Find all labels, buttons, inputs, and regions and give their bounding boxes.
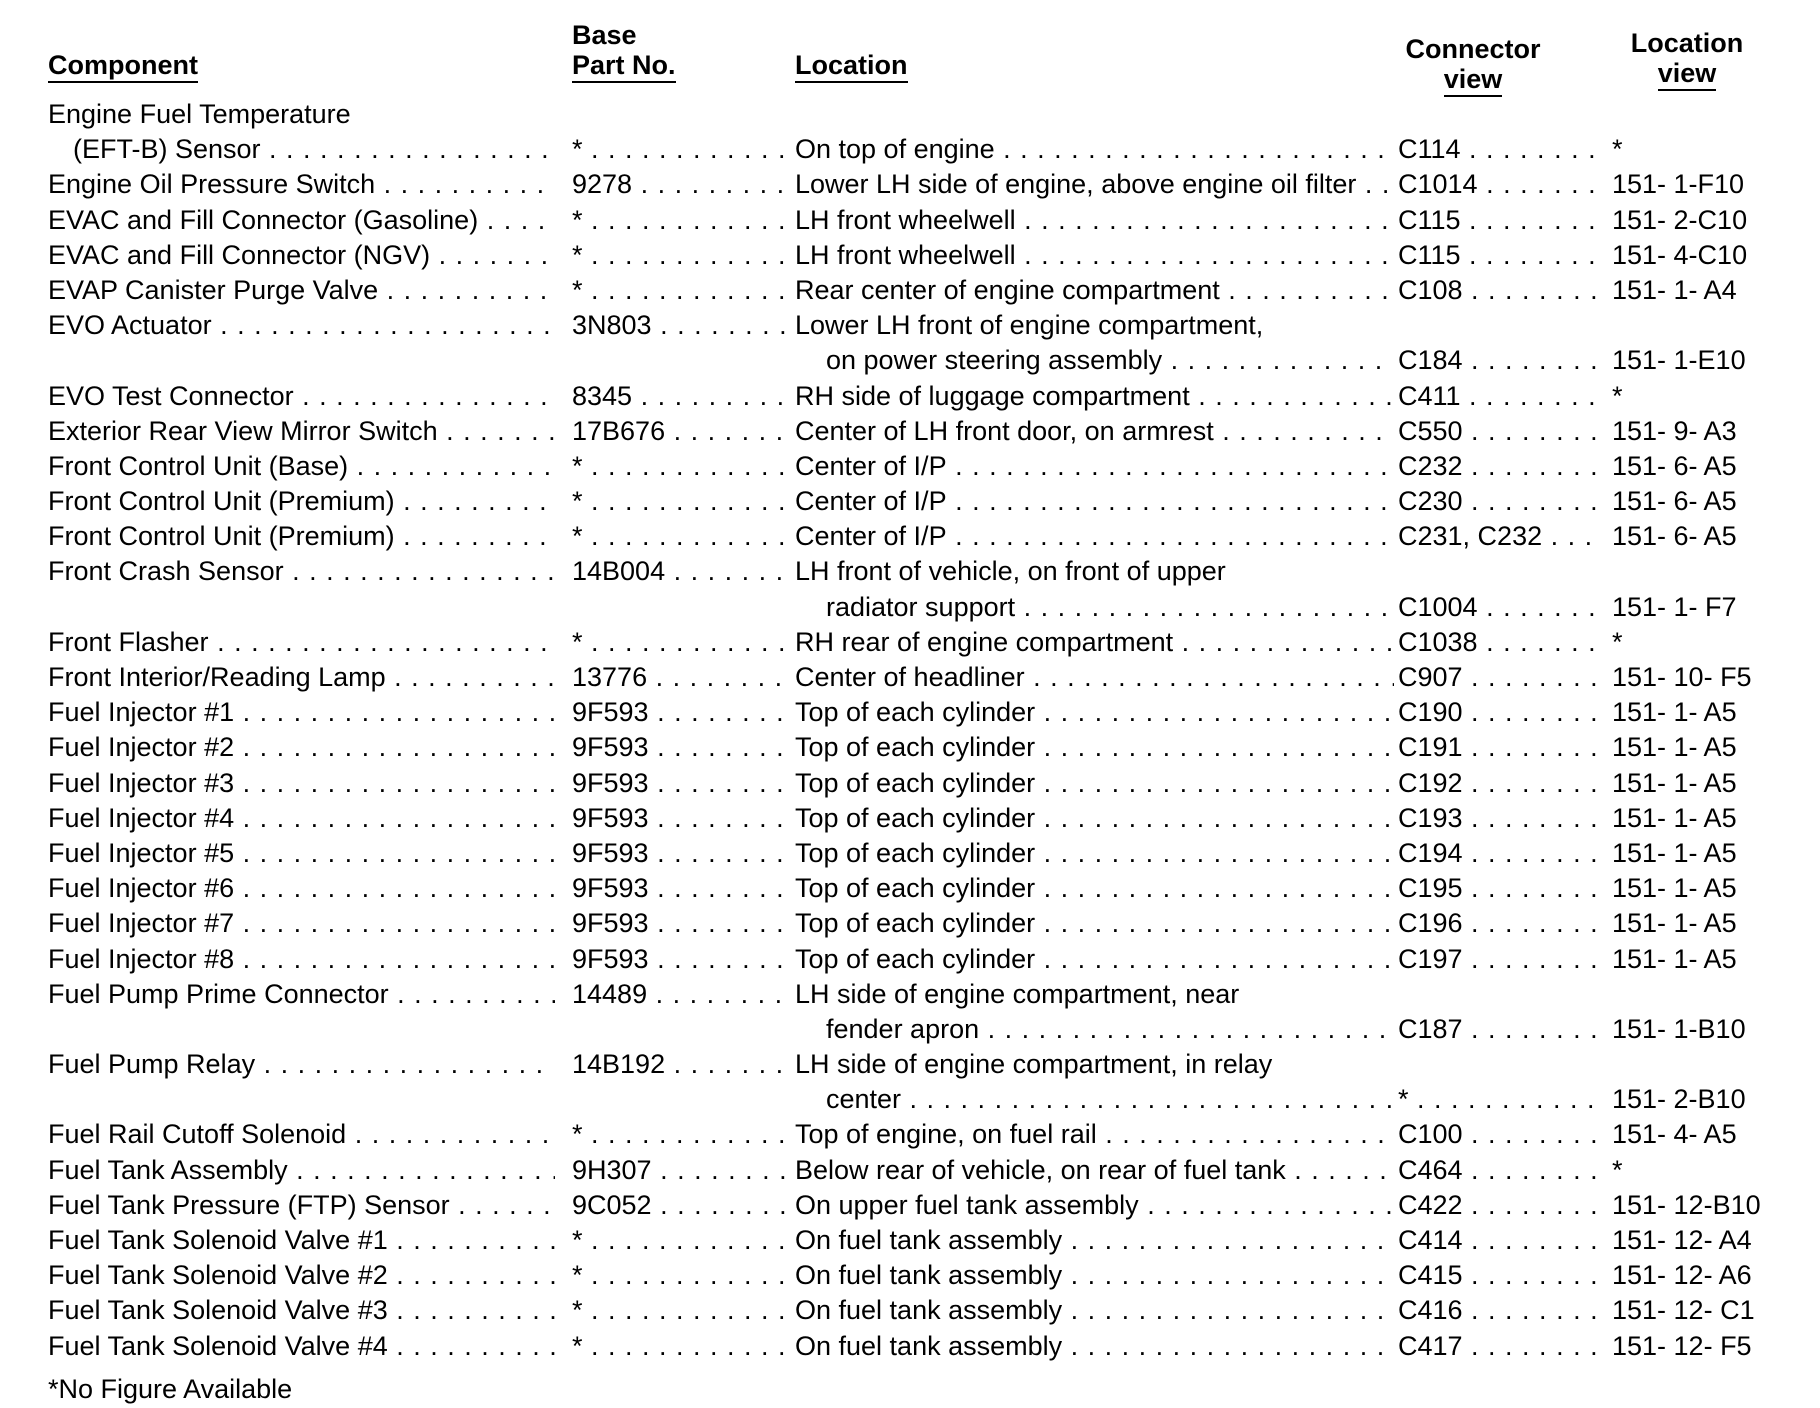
table-row — [0, 1258, 1820, 1293]
part-number-cell: 13776 . . . — [572, 660, 790, 695]
location-cell: Lower LH side of engine, above engine oil filter . . . — [795, 167, 1394, 202]
table-row — [0, 730, 1820, 765]
location-view-cell: 151- 4-C10 — [1612, 239, 1748, 270]
connector-cell: C414 . . . — [1398, 1223, 1604, 1258]
location-view-cell: 151- 12- A4 — [1612, 1225, 1752, 1255]
table-row — [0, 1188, 1820, 1223]
connector-cell: C114 . . . — [1398, 132, 1604, 167]
component-cell: Engine Oil Pressure Switch . . . — [48, 167, 555, 202]
part-number-cell: 9278 . . . — [572, 167, 790, 202]
component-cell: Front Interior/Reading Lamp . . . — [48, 660, 555, 695]
table-row — [0, 273, 1820, 308]
location-cell: Lower LH front of engine compartment, — [795, 310, 1264, 341]
component-cell: Engine Fuel Temperature — [48, 99, 351, 129]
header-locview-view-label: view — [1658, 58, 1717, 91]
location-cell: fender apron . . . — [826, 1012, 1394, 1047]
location-view-cell: * — [1612, 1154, 1623, 1185]
table-row — [0, 449, 1820, 484]
header-base-label: Base — [572, 20, 637, 50]
component-cell: EVO Actuator . . . — [48, 308, 555, 343]
part-number-cell: * . . . — [572, 203, 790, 238]
component-cell: Fuel Injector #4 . . . — [48, 801, 555, 836]
part-number-cell: * . . . — [572, 132, 790, 167]
part-number-cell: 9C052 . . . — [572, 1188, 790, 1223]
table-row — [0, 1012, 1820, 1047]
connector-cell: C184 . . . — [1398, 343, 1604, 378]
table-row — [0, 132, 1820, 167]
table-row — [0, 906, 1820, 941]
location-cell: Center of LH front door, on armrest . . . — [795, 414, 1394, 449]
header-component — [48, 50, 198, 83]
location-view-cell: 151- 1- A5 — [1612, 943, 1737, 974]
part-number-cell: * . . . — [572, 1223, 790, 1258]
location-view-cell: 151- 12-B10 — [1612, 1189, 1761, 1220]
component-cell: Fuel Injector #2 . . . — [48, 730, 555, 765]
part-number-cell: 14B192 . . . — [572, 1047, 790, 1082]
location-cell: On fuel tank assembly . . . — [795, 1258, 1394, 1293]
location-view-cell: 151- 6- A5 — [1612, 521, 1737, 552]
table-row — [0, 484, 1820, 519]
component-cell: Fuel Tank Assembly . . . — [48, 1153, 555, 1188]
location-cell: RH side of luggage compartment . . . — [795, 379, 1394, 414]
part-number-cell: 9F593 . . . — [572, 942, 790, 977]
connector-cell: C417 . . . — [1398, 1329, 1604, 1364]
table-row — [0, 167, 1820, 202]
component-cell: Fuel Tank Solenoid Valve #1 . . . — [48, 1223, 555, 1258]
connector-cell: C193 . . . — [1398, 801, 1604, 836]
location-view-cell: 151- 1- A5 — [1612, 802, 1737, 833]
table-row — [0, 836, 1820, 871]
component-cell: Fuel Injector #3 . . . — [48, 766, 555, 801]
connector-cell: C232 . . . — [1398, 449, 1604, 484]
location-view-cell: 151- 1- A5 — [1612, 732, 1737, 763]
part-number-cell: * . . . — [572, 238, 790, 273]
location-cell: Center of I/P . . . — [795, 519, 1394, 554]
component-cell: Front Control Unit (Premium) . . . — [48, 519, 555, 554]
component-cell: Fuel Tank Solenoid Valve #3 . . . — [48, 1293, 555, 1328]
component-cell: Fuel Tank Solenoid Valve #2 . . . — [48, 1258, 555, 1293]
component-cell: Front Flasher . . . — [48, 625, 555, 660]
location-cell: Top of each cylinder . . . — [795, 695, 1394, 730]
location-view-cell: 151- 1-B10 — [1612, 1013, 1746, 1044]
connector-cell: C192 . . . — [1398, 766, 1604, 801]
table-row — [0, 343, 1820, 378]
part-number-cell: * . . . — [572, 1117, 790, 1152]
part-number-cell: 9F593 . . . — [572, 836, 790, 871]
table-row — [0, 1117, 1820, 1152]
header-connector-view — [1398, 34, 1548, 97]
location-cell: On top of engine . . . — [795, 132, 1394, 167]
location-view-cell: 151- 6- A5 — [1612, 486, 1737, 517]
connector-cell: C187 . . . — [1398, 1012, 1604, 1047]
component-cell: EVAP Canister Purge Valve . . . — [48, 273, 555, 308]
location-cell: Below rear of vehicle, on rear of fuel tank . . . — [795, 1153, 1394, 1188]
part-number-cell: 9F593 . . . — [572, 766, 790, 801]
location-view-cell: * — [1612, 626, 1623, 657]
component-cell: Front Control Unit (Premium) . . . — [48, 484, 555, 519]
location-cell: radiator support . . . — [826, 590, 1394, 625]
header-location-view — [1612, 28, 1762, 91]
part-number-cell: 3N803 . . . — [572, 308, 790, 343]
location-view-cell: 151- 1- A5 — [1612, 837, 1737, 868]
table-row — [0, 660, 1820, 695]
table-row — [0, 695, 1820, 730]
table-row — [0, 871, 1820, 906]
header-location — [795, 50, 908, 83]
part-number-cell: 14489 . . . — [572, 977, 790, 1012]
table-row — [0, 942, 1820, 977]
footnote: *No Figure Available — [48, 1374, 293, 1404]
location-cell: Top of each cylinder . . . — [795, 836, 1394, 871]
component-cell: Fuel Injector #6 . . . — [48, 871, 555, 906]
component-cell: EVO Test Connector . . . — [48, 379, 555, 414]
part-number-cell: * . . . — [572, 1329, 790, 1364]
header-location-label: Location — [795, 50, 908, 83]
header-connector-label: Connector — [1405, 34, 1541, 64]
location-cell: Rear center of engine compartment . . . — [795, 273, 1394, 308]
table-row — [0, 1082, 1820, 1117]
table-row — [0, 625, 1820, 660]
component-cell: Fuel Pump Prime Connector . . . — [48, 977, 555, 1012]
header-connector-view-wrap — [1398, 64, 1548, 97]
component-cell: Fuel Pump Relay . . . — [48, 1047, 555, 1082]
connector-cell: C1004 . . . — [1398, 590, 1604, 625]
location-view-cell: 151- 12- A6 — [1612, 1260, 1752, 1291]
connector-cell: * . . . — [1398, 1082, 1604, 1117]
component-cell: Exterior Rear View Mirror Switch . . . — [48, 414, 555, 449]
location-view-cell: 151- 9- A3 — [1612, 415, 1737, 446]
location-cell: Top of each cylinder . . . — [795, 730, 1394, 765]
connector-cell: C197 . . . — [1398, 942, 1604, 977]
location-view-cell: 151- 1- A5 — [1612, 908, 1737, 939]
location-view-cell: 151- 12- F5 — [1612, 1330, 1752, 1361]
table-row — [0, 977, 1820, 1012]
connector-cell: C100 . . . — [1398, 1117, 1604, 1152]
location-cell: on power steering assembly . . . — [826, 343, 1394, 378]
location-view-cell: 151- 12- C1 — [1612, 1295, 1755, 1326]
table-row — [0, 1047, 1820, 1082]
table-row — [0, 97, 1820, 132]
location-cell: Top of each cylinder . . . — [795, 942, 1394, 977]
location-view-cell: 151- 1-E10 — [1612, 345, 1746, 376]
table-row — [0, 203, 1820, 238]
table-row — [0, 1293, 1820, 1328]
header-locview-label: Location — [1630, 28, 1744, 58]
connector-cell: C416 . . . — [1398, 1293, 1604, 1328]
location-cell: LH front wheelwell . . . — [795, 203, 1394, 238]
location-cell: LH side of engine compartment, in relay — [795, 1049, 1273, 1080]
table-row — [0, 766, 1820, 801]
component-cell: Fuel Injector #8 . . . — [48, 942, 555, 977]
location-cell: RH rear of engine compartment . . . — [795, 625, 1394, 660]
part-number-cell: 17B676 . . . — [572, 414, 790, 449]
header-locview-view-wrap — [1612, 58, 1762, 91]
component-table — [0, 97, 1820, 1364]
location-cell: LH side of engine compartment, near — [795, 978, 1240, 1009]
connector-cell: C550 . . . — [1398, 414, 1604, 449]
table-row — [0, 1153, 1820, 1188]
part-number-cell: 9F593 . . . — [572, 730, 790, 765]
table-row — [0, 308, 1820, 343]
connector-cell: C194 . . . — [1398, 836, 1604, 871]
table-row — [0, 1329, 1820, 1364]
connector-cell: C422 . . . — [1398, 1188, 1604, 1223]
component-cell: EVAC and Fill Connector (Gasoline) . . . — [48, 203, 555, 238]
location-cell: Center of I/P . . . — [795, 449, 1394, 484]
connector-cell: C196 . . . — [1398, 906, 1604, 941]
component-cell: Fuel Injector #7 . . . — [48, 906, 555, 941]
part-number-cell: * . . . — [572, 449, 790, 484]
connector-cell: C1038 . . . — [1398, 625, 1604, 660]
location-cell: Top of each cylinder . . . — [795, 766, 1394, 801]
part-number-cell: * . . . — [572, 625, 790, 660]
location-cell: Center of headliner . . . — [795, 660, 1394, 695]
part-number-cell: 8345 . . . — [572, 379, 790, 414]
part-number-cell: 9F593 . . . — [572, 695, 790, 730]
location-view-cell: 151- 1- A5 — [1612, 767, 1737, 798]
location-cell: Center of I/P . . . — [795, 484, 1394, 519]
part-number-cell: * . . . — [572, 519, 790, 554]
part-number-cell: 9F593 . . . — [572, 801, 790, 836]
location-cell: Top of each cylinder . . . — [795, 906, 1394, 941]
location-cell: Top of each cylinder . . . — [795, 801, 1394, 836]
table-row — [0, 801, 1820, 836]
location-cell: LH front wheelwell . . . — [795, 238, 1394, 273]
connector-cell: C411 . . . — [1398, 379, 1604, 414]
location-cell: Top of engine, on fuel rail . . . — [795, 1117, 1394, 1152]
connector-cell: C231, C232 . . . — [1398, 519, 1604, 554]
location-view-cell: 151- 2-B10 — [1612, 1084, 1746, 1115]
location-cell: On fuel tank assembly . . . — [795, 1223, 1394, 1258]
component-cell: Fuel Injector #1 . . . — [48, 695, 555, 730]
connector-cell: C115 . . . — [1398, 203, 1604, 238]
part-number-cell: 9F593 . . . — [572, 871, 790, 906]
location-view-cell: 151- 10- F5 — [1612, 662, 1752, 692]
location-cell: LH front of vehicle, on front of upper — [795, 556, 1226, 587]
location-cell: center . . . — [826, 1082, 1394, 1117]
component-cell: Fuel Injector #5 . . . — [48, 836, 555, 871]
table-row — [0, 414, 1820, 449]
table-row — [0, 554, 1820, 589]
location-cell: On fuel tank assembly . . . — [795, 1329, 1394, 1364]
component-cell: Fuel Rail Cutoff Solenoid . . . — [48, 1117, 555, 1152]
connector-cell: C108 . . . — [1398, 273, 1604, 308]
location-view-cell: * — [1612, 380, 1623, 411]
location-view-cell: 151- 1- A5 — [1612, 697, 1737, 728]
part-number-cell: * . . . — [572, 273, 790, 308]
location-view-cell: 151- 4- A5 — [1612, 1119, 1737, 1150]
location-view-cell: 151- 1- A4 — [1612, 274, 1737, 305]
location-view-cell: 151- 1-F10 — [1612, 169, 1745, 200]
connector-cell: C191 . . . — [1398, 730, 1604, 765]
table-row — [0, 1223, 1820, 1258]
component-cell: Front Crash Sensor . . . — [48, 554, 555, 589]
connector-cell: C230 . . . — [1398, 484, 1604, 519]
connector-cell: C464 . . . — [1398, 1153, 1604, 1188]
component-cell: EVAC and Fill Connector (NGV) . . . — [48, 238, 555, 273]
location-view-cell: * — [1612, 134, 1623, 165]
header-base-part — [572, 20, 676, 83]
component-cell: Fuel Tank Solenoid Valve #4 . . . — [48, 1329, 555, 1364]
location-view-cell: 151- 2-C10 — [1612, 204, 1748, 235]
location-cell: On fuel tank assembly . . . — [795, 1293, 1394, 1328]
connector-cell: C195 . . . — [1398, 871, 1604, 906]
location-view-cell: 151- 6- A5 — [1612, 450, 1737, 481]
connector-cell: C190 . . . — [1398, 695, 1604, 730]
connector-cell: C115 . . . — [1398, 238, 1604, 273]
location-view-cell: 151- 1- A5 — [1612, 873, 1737, 904]
location-cell: On upper fuel tank assembly . . . — [795, 1188, 1394, 1223]
table-row — [0, 590, 1820, 625]
location-cell: Top of each cylinder . . . — [795, 871, 1394, 906]
connector-cell: C415 . . . — [1398, 1258, 1604, 1293]
table-row — [0, 238, 1820, 273]
header-connector-view-label: view — [1444, 64, 1503, 97]
table-row — [0, 519, 1820, 554]
part-number-cell: 9F593 . . . — [572, 906, 790, 941]
connector-cell: C907 . . . — [1398, 660, 1604, 695]
table-row — [0, 379, 1820, 414]
header-component-label: Component — [48, 50, 198, 83]
component-cell: (EFT-B) Sensor . . . — [73, 132, 555, 167]
component-cell: Front Control Unit (Base) . . . — [48, 449, 555, 484]
part-number-cell: * . . . — [572, 484, 790, 519]
part-number-cell: 14B004 . . . — [572, 554, 790, 589]
part-number-cell: * . . . — [572, 1258, 790, 1293]
component-cell: Fuel Tank Pressure (FTP) Sensor . . . — [48, 1188, 555, 1223]
part-number-cell: * . . . — [572, 1293, 790, 1328]
header-part-no-label: Part No. — [572, 50, 676, 83]
part-number-cell: 9H307 . . . — [572, 1153, 790, 1188]
connector-cell: C1014 . . . — [1398, 167, 1604, 202]
location-view-cell: 151- 1- F7 — [1612, 591, 1737, 622]
